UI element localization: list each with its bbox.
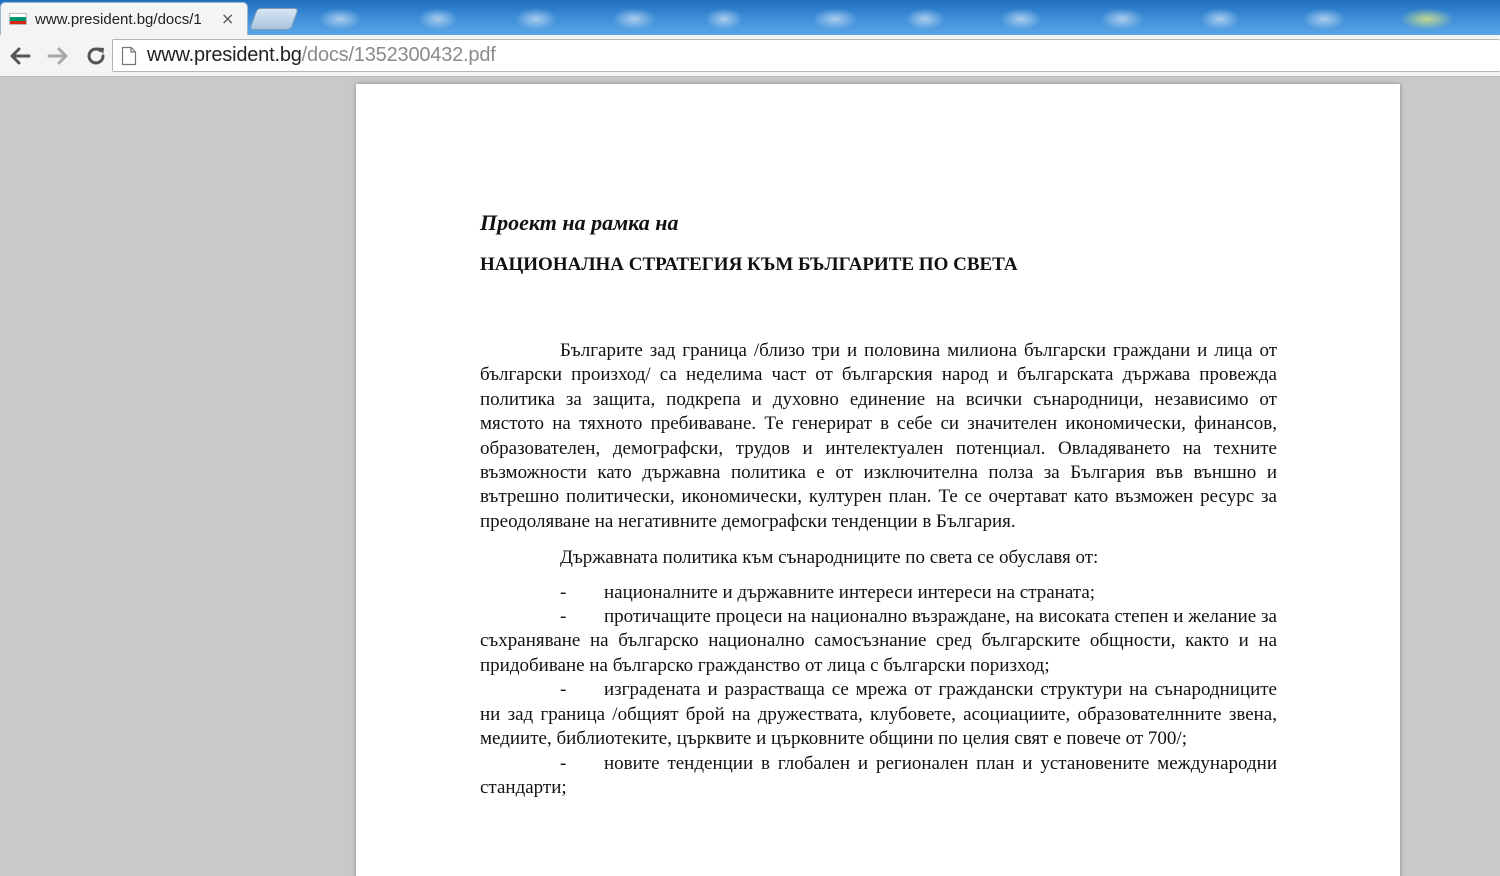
list-bullet: - [560, 752, 567, 774]
list-item-text: новите тенденции в глобален и регионален план и установените международни стандарти; [480, 752, 1277, 798]
forward-arrow-icon [47, 47, 69, 65]
back-button[interactable] [2, 38, 38, 74]
document-subtitle: Проект на рамка на [480, 210, 679, 235]
paragraph-intro: Българите зад граница /близо три и половина милиона български граждани и лица от български произход/ са неделима част от българския народ и българската държава провежда политика за защита, подкрепа и духовно единение на всички сънародници, независимо от мястото на тяхното пребиваване. Те генерират в себе си значителен икономически, финансов, образователен, демографски, трудов и интелектуален потенциал. Овладяването на техните възможности като държавна политика е от изключителна полза за България във външно и вътрешно политически, икономически, културен план. Те се очертават като възможен ресурс за преодоляване на негативните демографски тенденции в България. [480, 340, 1277, 532]
list-item-text: изградената и разрастваща се мрежа от граждански структури на сънародниците ни зад граница /общият брой на дружествата, клубовете, асоциациите, образователнните звена, медиите, библиотеките, църквите и църковните общини по целия свят е повече от 700/; [480, 679, 1277, 750]
background-decoration [1400, 8, 1454, 30]
background-decoration [1000, 8, 1042, 30]
new-tab-button[interactable] [249, 8, 299, 30]
background-decoration [1100, 8, 1144, 30]
paragraph-policy: Държавната политика към сънародниците по света се обуславя от: [560, 547, 1099, 569]
url-path: /docs/1352300432.pdf [301, 44, 496, 66]
background-decoration [515, 8, 557, 30]
list-bullet: - [560, 679, 567, 701]
tab-close-icon[interactable]: × [221, 9, 235, 28]
reload-button[interactable] [78, 38, 114, 74]
background-decoration [812, 8, 858, 30]
bulgarian-flag-icon [9, 13, 27, 25]
tab-active[interactable] [0, 2, 248, 35]
flag-stripe-red [10, 21, 26, 24]
back-arrow-icon [9, 47, 31, 65]
list-item [480, 605, 1277, 678]
background-decoration [612, 8, 656, 30]
list-bullet: - [560, 581, 567, 603]
list-item [480, 581, 1277, 605]
list-item [480, 752, 1277, 801]
address-bar[interactable] [112, 39, 1500, 72]
forward-button[interactable] [40, 38, 76, 74]
toolbar [0, 35, 1500, 77]
document-body [480, 208, 1277, 800]
page-icon [121, 46, 139, 66]
list-item-text: протичащите процеси на национално възраждане, на високата степен и желание за съхраняване на българско национално самосъзнание сред българските общности, както и на придобиване на българско гражданство от лица с български поризход; [480, 606, 1277, 676]
policy-list [480, 581, 1277, 801]
list-bullet: - [560, 606, 567, 628]
pdf-page [356, 84, 1400, 876]
background-decoration [418, 8, 458, 30]
list-item-text: националните и държавните интереси интереси на страната; [604, 581, 1096, 603]
url-text [147, 44, 496, 67]
document-title: НАЦИОНАЛНА СТРАТЕГИЯ КЪМ БЪЛГАРИТЕ ПО СВЕТА [480, 254, 1018, 275]
background-decoration [905, 8, 945, 30]
list-item [480, 678, 1277, 751]
reload-icon [85, 45, 107, 67]
pdf-viewer[interactable] [0, 78, 1500, 876]
background-decoration [318, 8, 362, 30]
url-host: www.president.bg [147, 44, 302, 66]
background-decoration [1302, 8, 1346, 30]
background-decoration [1200, 8, 1240, 30]
tab-title: www.president.bg/docs/1 [35, 10, 202, 28]
background-decoration [705, 8, 743, 30]
tab-strip [0, 0, 1500, 35]
